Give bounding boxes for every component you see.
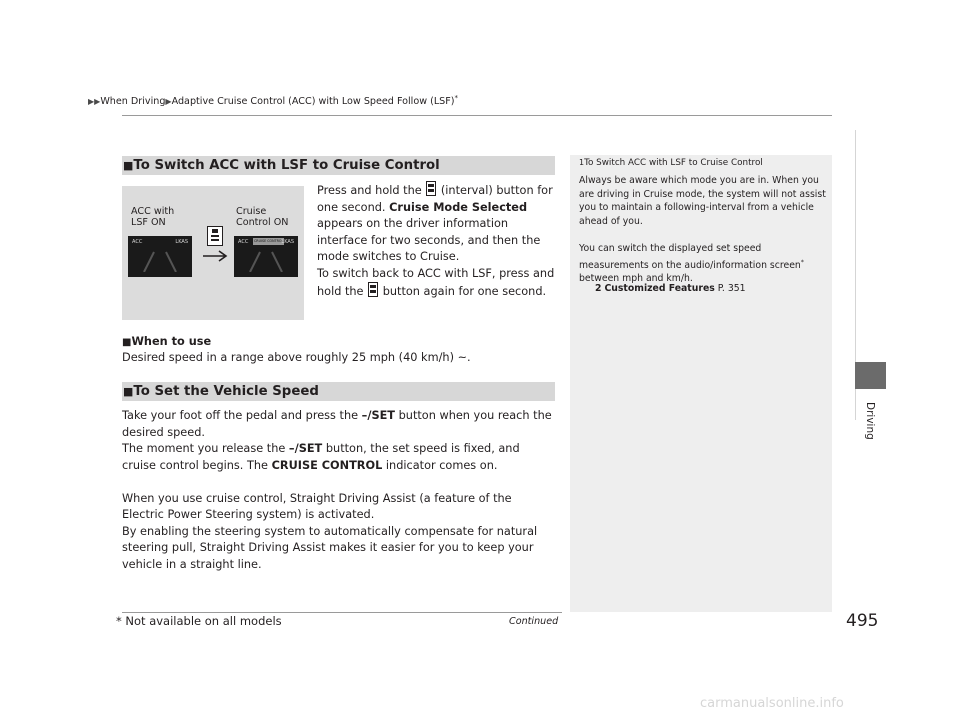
section-square-icon: ■ [123,159,134,172]
mode-switch-illustration [122,186,304,320]
cruise-control-badge: CRUISE CONTROL [254,239,284,243]
set-speed-instructions: Take your foot off the pedal and press the –/SET button when you reach the desired speed. The moment you release the –/SET button, the set speed is fixed, and cruise control begins. The CRUISE CONTROL indicator comes on. When you use cruise control, Straight Driving Assist (a feature of the Electric Power Steering system) is activated. By enabling the steering system to automatically compensate for natural steering pull, Straight Driving Assist makes it easier for you to keep your vehicle in a straight line. [122,408,556,573]
reference-arrow-icon: 2 [595,283,602,294]
continued-label: Continued [509,616,559,627]
footer-divider [122,612,562,613]
set-button-label: –/SET [288,442,323,455]
side-tab-label: Driving [864,402,876,440]
section-square-icon: ■ [123,385,134,398]
customized-features-link[interactable]: 2 Customized Features P. 351 [595,283,746,294]
side-tab-marker [855,362,886,389]
lane-lines-icon [138,250,182,272]
breadcrumb-item-acc[interactable]: Adaptive Cruise Control (ACC) with Low Speed Follow (LSF) [171,96,455,108]
watermark: carmanualsonline.info [700,696,844,711]
section-heading-set-speed: ■To Set the Vehicle Speed [122,382,555,401]
header-divider [122,115,832,116]
side-note-title: 1To Switch ACC with LSF to Cruise Control [579,158,763,168]
page-number: 495 [846,611,879,631]
breadcrumb-arrow-icon: ▶▶ [88,97,101,107]
cruise-mode-selected-message: Cruise Mode Selected [389,200,528,214]
breadcrumb-item-when-driving[interactable]: When Driving [100,96,166,108]
note-marker-icon: 1 [579,158,585,167]
interval-button-icon [207,226,223,246]
subsection-square-icon: ■ [122,337,132,348]
arrow-right-icon [202,250,228,262]
side-note-body: Always be aware which mode you are in. When you are driving in Cruise mode, the system will not assist you to maintain a following-interval from a vehicle ahead of you. You can switch the displayed set speed measurements on the audio/information screen* between mph and km/h. [579,175,826,285]
interval-button-icon [426,181,436,196]
straight-driving-assist-text: When you use cruise control, Straight Driving Assist (a feature of the Electric Power Steering system) is activated. [122,491,512,521]
display-cruise-control: ACC CRUISE CONTROL LKAS [234,236,298,277]
breadcrumb-arrow-icon: ▶ [165,97,172,107]
switch-instructions: Press and hold the (interval) button for one second. Cruise Mode Selected appears on the driver information interface for two seconds, and then the mode switches to Cruise. To switch back to ACC with LSF, press and hold the button again for one second. [317,181,557,301]
breadcrumb [88,94,458,107]
breadcrumb-footnote-mark: * [454,94,459,102]
interval-button-icon [368,282,378,297]
cruise-control-indicator-label: CRUISE CONTROL [271,458,383,472]
caption-cruise-control-on: Cruise Control ON [236,206,289,228]
caption-acc-lsf-on: ACC with LSF ON [131,206,175,228]
when-to-use-text: Desired speed in a range above roughly 25 mph (40 km/h) ~. [122,351,471,364]
set-button-label: –/SET [361,409,396,422]
footnote: * Not available on all models [116,614,282,628]
when-to-use-heading: ■When to use [122,335,212,348]
display-acc-lsf: ACC LKAS [128,236,192,277]
lane-lines-icon [244,250,288,272]
straight-driving-assist-benefit: By enabling the steering system to automatically compensate for natural steering pull, Straight Driving Assist makes it easier for you to keep your vehicle in a straight line. [122,524,538,571]
section-heading-switch-acc: ■To Switch ACC with LSF to Cruise Control [122,156,555,175]
